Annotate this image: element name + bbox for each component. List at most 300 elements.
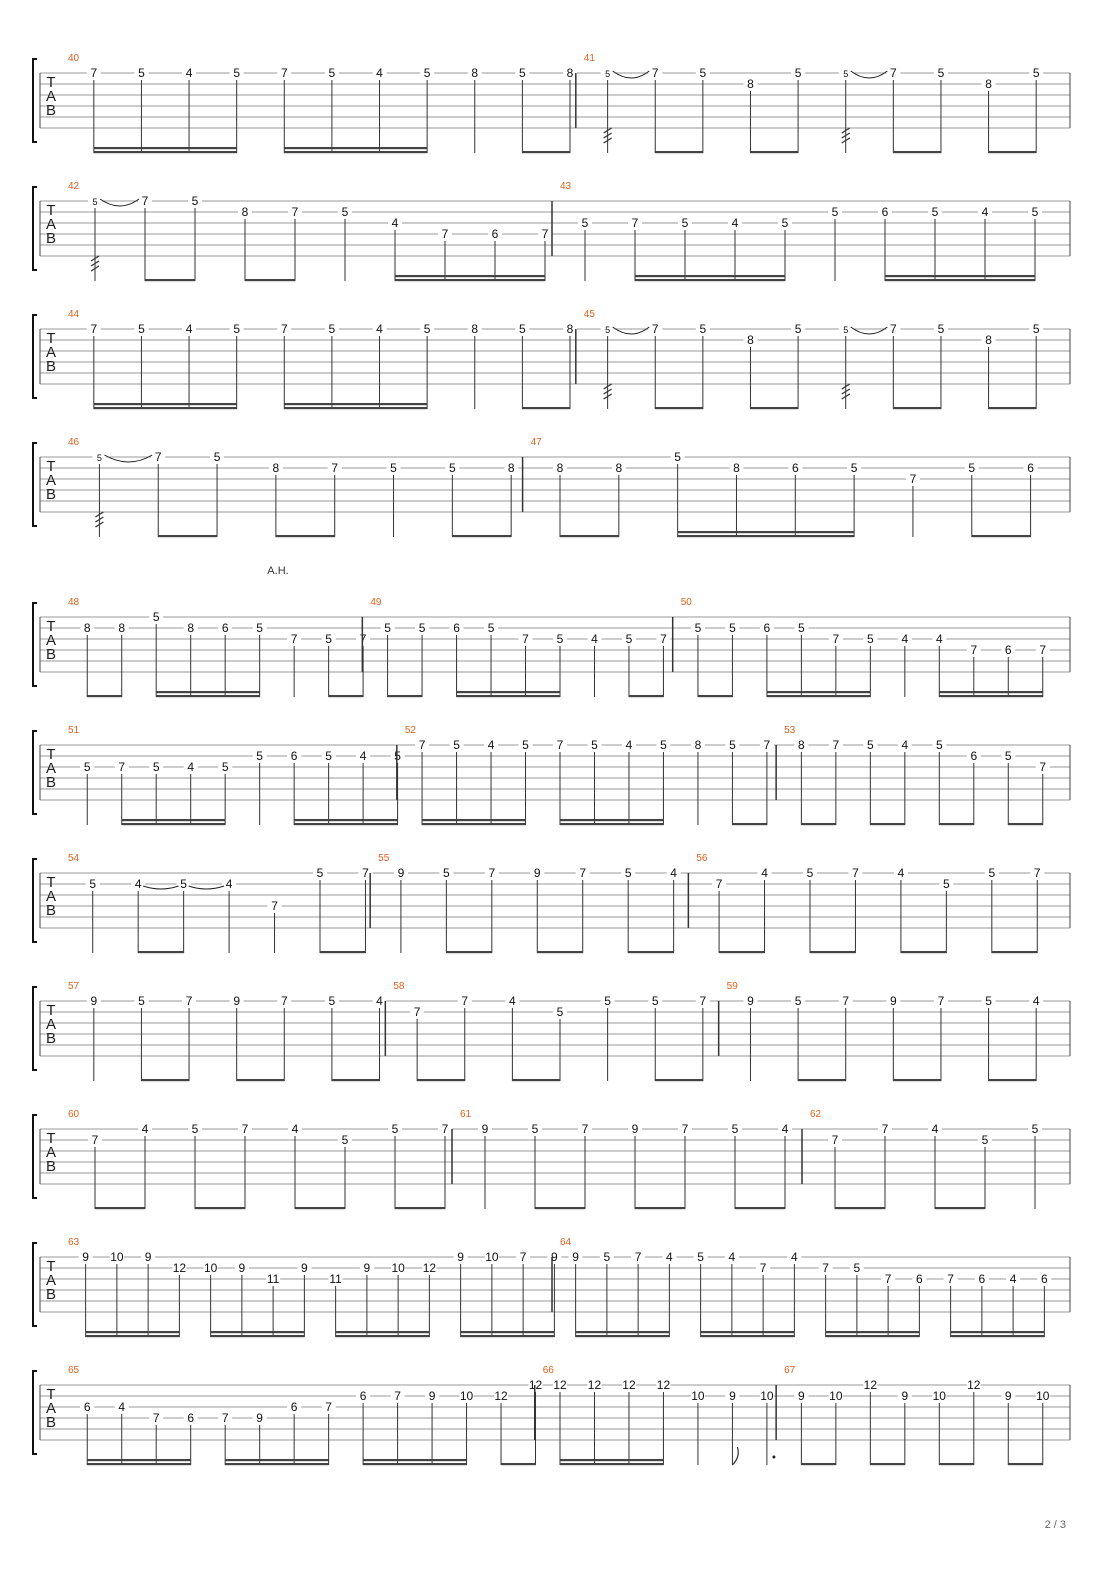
fret-number: 7 xyxy=(699,994,707,1008)
fret-number: 4 xyxy=(731,216,739,230)
beam xyxy=(446,951,491,953)
measure-number: 40 xyxy=(68,53,80,64)
beam xyxy=(94,151,237,153)
beam xyxy=(211,1335,305,1337)
fret-number: 7 xyxy=(651,322,659,336)
fret-number: 4 xyxy=(931,1122,939,1136)
fret-number: 5 xyxy=(985,994,992,1008)
tab-clef-letter: A xyxy=(45,344,57,361)
slur-arc xyxy=(100,199,139,206)
fret-number: 5 xyxy=(325,749,332,763)
tab-clef-letter: T xyxy=(46,618,56,635)
fret-number: 5 xyxy=(138,66,145,80)
fret-number: 5 xyxy=(603,1250,611,1264)
fret-number: 5 xyxy=(328,66,336,80)
fret-number: 7 xyxy=(556,738,564,752)
fret-number: 5 xyxy=(138,322,145,336)
beam xyxy=(284,403,427,405)
fret-number: 7 xyxy=(832,632,840,646)
fret-number: 12 xyxy=(528,1378,543,1392)
fret-number: 12 xyxy=(622,1378,636,1392)
beam xyxy=(655,1079,703,1081)
beam xyxy=(635,1207,685,1209)
fret-number: 5 xyxy=(1032,66,1040,80)
fret-number: 6 xyxy=(453,621,460,635)
beam xyxy=(138,951,183,953)
beam xyxy=(417,1079,465,1081)
beam xyxy=(395,275,545,277)
beam xyxy=(885,279,1035,281)
fret-number: 5 xyxy=(556,1005,564,1019)
fret-number: 7 xyxy=(271,899,278,913)
fret-number: 9 xyxy=(481,1122,489,1136)
fret-number: 8 xyxy=(985,77,992,91)
fret-number: 7 xyxy=(359,632,367,646)
fret-number: 5 xyxy=(487,621,495,635)
fret-number: 5 xyxy=(591,738,598,752)
fret-number: 5 xyxy=(731,1122,739,1136)
fret-number: 5 xyxy=(519,322,526,336)
fret-number: 7 xyxy=(91,1133,99,1147)
tab-clef-letter: B xyxy=(45,774,57,791)
beam xyxy=(719,951,764,953)
fret-number: 7 xyxy=(1033,866,1041,880)
fret-number: 7 xyxy=(947,1272,954,1286)
fret-number: 5 xyxy=(605,69,611,79)
fret-number: 7 xyxy=(889,322,897,336)
fret-number: 7 xyxy=(461,994,469,1008)
tab-clef-letter: T xyxy=(46,74,56,91)
measure-number: 59 xyxy=(726,981,738,992)
beam xyxy=(535,1207,585,1209)
fret-number: 5 xyxy=(794,66,802,80)
fret-number: 9 xyxy=(798,1389,805,1403)
measure-number: 48 xyxy=(68,597,80,608)
tab-clef-letter: B xyxy=(45,1030,57,1047)
fret-number: 7 xyxy=(90,66,98,80)
fret-number: 6 xyxy=(83,1400,91,1414)
fret-number: 8 xyxy=(187,621,195,635)
fret-number: 8 xyxy=(733,461,740,475)
beam xyxy=(939,691,1042,693)
fret-number: 4 xyxy=(761,866,768,880)
beam xyxy=(336,1335,430,1337)
fret-number: 12 xyxy=(494,1389,508,1403)
fret-number: 7 xyxy=(280,66,288,80)
beam xyxy=(885,275,1035,277)
beam xyxy=(522,151,570,153)
fret-number: 6 xyxy=(881,205,889,219)
fret-number: 5 xyxy=(651,994,659,1008)
fret-number: 5 xyxy=(180,877,187,891)
fret-number: 10 xyxy=(110,1250,124,1264)
fret-number: 9 xyxy=(256,1411,263,1425)
fret-number: 9 xyxy=(1004,1389,1012,1403)
fret-number: 4 xyxy=(185,322,193,336)
slide-arc xyxy=(143,886,178,889)
measure-number: 65 xyxy=(68,1365,80,1376)
tab-clef-letter: A xyxy=(45,888,57,905)
measure-number: 47 xyxy=(530,437,542,448)
fret-number: 7 xyxy=(418,738,426,752)
fret-number: 7 xyxy=(889,66,897,80)
fret-number: 7 xyxy=(522,632,529,646)
fret-number: 5 xyxy=(191,194,199,208)
beam xyxy=(284,407,427,409)
measure-number: 57 xyxy=(68,981,80,992)
slur-arc xyxy=(613,71,650,78)
fret-number: 5 xyxy=(988,866,996,880)
measure-number: 45 xyxy=(583,309,595,320)
fret-number: 5 xyxy=(937,322,945,336)
fret-number: 6 xyxy=(1041,1272,1048,1286)
beam xyxy=(560,819,663,821)
fret-number: 4 xyxy=(391,216,399,230)
fret-number: 10 xyxy=(391,1261,405,1275)
fret-number: 8 xyxy=(566,66,574,80)
beam xyxy=(457,691,560,693)
fret-number: 5 xyxy=(699,322,707,336)
fret-number: 5 xyxy=(213,450,221,464)
system-bracket xyxy=(33,443,37,526)
tab-clef-letter: T xyxy=(46,1258,56,1275)
beam xyxy=(939,823,973,825)
beam xyxy=(560,823,663,825)
fret-number: 7 xyxy=(280,322,288,336)
fret-number: 4 xyxy=(376,66,383,80)
fret-number: 5 xyxy=(138,994,145,1008)
fret-number: 5 xyxy=(1032,322,1040,336)
tab-clef-letter: B xyxy=(45,102,57,119)
measure-number: 51 xyxy=(68,725,80,736)
fret-number: 4 xyxy=(359,749,367,763)
fret-number: 4 xyxy=(728,1250,736,1264)
fret-number: 5 xyxy=(152,760,160,774)
fret-number: 7 xyxy=(937,994,945,1008)
fret-number: 12 xyxy=(172,1261,187,1275)
measure-number: 46 xyxy=(68,437,80,448)
fret-number: 7 xyxy=(488,866,496,880)
tab-clef-letter: A xyxy=(45,1400,57,1417)
measure-number: 41 xyxy=(583,53,595,64)
fret-number: 7 xyxy=(831,1133,839,1147)
fret-number: 5 xyxy=(968,461,976,475)
beam xyxy=(522,407,570,409)
fret-number: 4 xyxy=(670,866,677,880)
fret-number: 10 xyxy=(485,1250,499,1264)
fret-number: 5 xyxy=(556,632,564,646)
beam xyxy=(461,1331,555,1333)
beam xyxy=(1008,1463,1042,1465)
beam xyxy=(95,1207,145,1209)
beam xyxy=(901,951,946,953)
fret-number: 11 xyxy=(329,1272,342,1286)
fret-number: 4 xyxy=(118,1400,126,1414)
slide-arc xyxy=(189,886,224,889)
fret-number: 4 xyxy=(901,632,909,646)
beam xyxy=(951,1335,1045,1337)
fret-number: 6 xyxy=(359,1389,367,1403)
fret-number: 5 xyxy=(316,866,324,880)
beam xyxy=(461,1335,555,1337)
beam xyxy=(452,535,511,537)
beam xyxy=(363,1463,466,1465)
fret-number: 8 xyxy=(798,738,805,752)
fret-number: 5 xyxy=(781,216,789,230)
beam xyxy=(501,1463,535,1465)
measure-number: 58 xyxy=(393,981,405,992)
tab-clef-letter: T xyxy=(46,874,56,891)
fret-number: 5 xyxy=(850,461,858,475)
slur-arc xyxy=(851,327,888,334)
fret-number: 5 xyxy=(605,325,611,335)
beam xyxy=(801,1463,835,1465)
system-bracket xyxy=(33,59,37,142)
fret-number: 5 xyxy=(625,632,633,646)
fret-number: 5 xyxy=(531,1122,539,1136)
fret-number: 7 xyxy=(909,472,917,486)
fret-number: 10 xyxy=(203,1261,218,1275)
fret-number: 5 xyxy=(191,1122,199,1136)
fret-number: 8 xyxy=(985,333,992,347)
fret-number: 4 xyxy=(591,632,598,646)
tab-clef-letter: T xyxy=(46,202,56,219)
beam xyxy=(87,1463,190,1465)
fret-number: 5 xyxy=(681,216,689,230)
fret-number: 7 xyxy=(141,194,149,208)
beam xyxy=(655,407,703,409)
beam xyxy=(457,695,560,697)
fret-number: 10 xyxy=(932,1389,946,1403)
tab-clef-letter: B xyxy=(45,646,57,663)
slur-arc xyxy=(613,327,650,334)
beam xyxy=(145,279,195,281)
slur-arc xyxy=(851,71,888,78)
fret-number: 9 xyxy=(729,1389,736,1403)
fret-number: 7 xyxy=(221,1411,229,1425)
beam xyxy=(276,535,335,537)
fret-number: 5 xyxy=(390,461,397,475)
beam xyxy=(94,403,237,405)
fret-number: 9 xyxy=(901,1389,909,1403)
beam xyxy=(629,695,663,697)
beam xyxy=(156,691,259,693)
fret-number: 7 xyxy=(884,1272,892,1286)
fret-number: 7 xyxy=(681,1122,689,1136)
page-number: 2 / 3 xyxy=(1044,1519,1066,1531)
fret-number: 5 xyxy=(697,1250,704,1264)
fret-number: 5 xyxy=(794,994,802,1008)
measure-number: 67 xyxy=(784,1365,796,1376)
beam xyxy=(972,535,1031,537)
fret-number: 5 xyxy=(867,632,874,646)
fret-number: 7 xyxy=(152,1411,160,1425)
fret-number: 5 xyxy=(384,621,391,635)
system-bracket xyxy=(33,859,37,942)
fret-number: 5 xyxy=(256,749,263,763)
fret-number: 7 xyxy=(291,205,299,219)
fret-number: 5 xyxy=(83,760,91,774)
fret-number: 8 xyxy=(83,621,91,635)
measure-number: 63 xyxy=(68,1237,80,1248)
beam xyxy=(225,1459,328,1461)
fret-number: 5 xyxy=(325,632,332,646)
fret-number: 7 xyxy=(842,994,850,1008)
beam xyxy=(870,823,904,825)
fret-number: 5 xyxy=(729,738,736,752)
beam xyxy=(329,695,363,697)
fret-number: 7 xyxy=(325,1400,332,1414)
fret-number: 9 xyxy=(457,1250,464,1264)
fret-number: 8 xyxy=(241,205,249,219)
beam xyxy=(122,819,225,821)
fret-number: 7 xyxy=(413,1005,421,1019)
fret-number: 5 xyxy=(674,450,681,464)
fret-number: 5 xyxy=(867,738,874,752)
tab-clef-letter: A xyxy=(45,760,57,777)
beam xyxy=(512,1079,560,1081)
fret-number: 7 xyxy=(660,632,667,646)
beam xyxy=(94,407,237,409)
fret-number: 4 xyxy=(487,738,495,752)
tab-clef-letter: B xyxy=(45,486,57,503)
fret-number: 4 xyxy=(141,1122,149,1136)
fret-number: 5 xyxy=(96,453,102,463)
fret-number: 7 xyxy=(1039,643,1047,657)
fret-number: 7 xyxy=(290,632,298,646)
beam xyxy=(422,819,525,821)
beam xyxy=(701,1335,795,1337)
beam xyxy=(576,1335,670,1337)
fret-number: 5 xyxy=(328,322,336,336)
beam xyxy=(732,823,766,825)
beam xyxy=(422,823,525,825)
fret-number: 9 xyxy=(301,1261,308,1275)
fret-number: 5 xyxy=(152,610,160,624)
fret-number: 4 xyxy=(509,994,516,1008)
tab-clef-letter: A xyxy=(45,216,57,233)
fret-number: 9 xyxy=(889,994,897,1008)
fret-number: 5 xyxy=(256,621,263,635)
beam xyxy=(576,1331,670,1333)
fret-number: 5 xyxy=(341,1133,349,1147)
fret-number: 7 xyxy=(759,1261,767,1275)
fret-number: 9 xyxy=(631,1122,639,1136)
beam xyxy=(336,1331,430,1333)
fret-number: 4 xyxy=(666,1250,673,1264)
measure-number: 53 xyxy=(784,725,796,736)
fret-number: 12 xyxy=(422,1261,437,1275)
fret-number: 9 xyxy=(363,1261,371,1275)
fret-number: 7 xyxy=(394,1389,401,1403)
fret-number: 4 xyxy=(291,1122,299,1136)
beam xyxy=(801,823,835,825)
fret-number: 7 xyxy=(241,1122,249,1136)
fret-number: 6 xyxy=(916,1272,923,1286)
tab-clef-letter: T xyxy=(46,330,56,347)
beam xyxy=(245,279,295,281)
measure-number: 43 xyxy=(560,181,572,192)
beam xyxy=(225,1463,328,1465)
fret-number: 7 xyxy=(822,1261,829,1275)
beam xyxy=(388,695,422,697)
tab-clef-letter: A xyxy=(45,88,57,105)
measure-number: 56 xyxy=(696,853,708,864)
beam xyxy=(86,1335,180,1337)
tab-clef-letter: A xyxy=(45,1144,57,1161)
fret-number: 7 xyxy=(715,877,723,891)
beam xyxy=(767,691,870,693)
fret-number: 12 xyxy=(656,1378,671,1392)
beam xyxy=(935,1207,985,1209)
tab-clef-letter: A xyxy=(45,1272,57,1289)
measure-number: 50 xyxy=(680,597,692,608)
beam xyxy=(951,1331,1045,1333)
beam xyxy=(122,823,225,825)
tab-clef-letter: T xyxy=(46,1130,56,1147)
fret-number: 7 xyxy=(763,738,771,752)
fret-number: 5 xyxy=(443,866,450,880)
tab-clef-letter: A xyxy=(45,472,57,489)
fret-number: 7 xyxy=(832,738,840,752)
fret-number: 4 xyxy=(935,632,943,646)
fret-number: 7 xyxy=(90,322,98,336)
fret-number: 5 xyxy=(449,461,456,475)
fret-number: 8 xyxy=(272,461,280,475)
beam xyxy=(939,1463,973,1465)
fret-number: 4 xyxy=(625,738,633,752)
system-bracket xyxy=(33,731,37,814)
fret-number: 5 xyxy=(423,322,431,336)
beam xyxy=(735,1207,785,1209)
fret-number: 5 xyxy=(937,66,945,80)
fret-number: 8 xyxy=(507,461,515,475)
fret-number: 5 xyxy=(1031,205,1039,219)
beam xyxy=(826,1331,920,1333)
fret-number: 8 xyxy=(471,322,479,336)
measure-number: 49 xyxy=(370,597,382,608)
fret-number: 8 xyxy=(747,77,754,91)
fret-number: 8 xyxy=(556,461,564,475)
fret-number: 7 xyxy=(441,1122,449,1136)
beam xyxy=(86,1331,180,1333)
beam xyxy=(560,1459,663,1461)
fret-number: 7 xyxy=(519,1250,527,1264)
fret-number: 5 xyxy=(89,877,97,891)
duration-dot xyxy=(772,1456,775,1459)
beam xyxy=(320,951,365,953)
fret-number: 5 xyxy=(935,738,943,752)
fret-number: 10 xyxy=(829,1389,843,1403)
fret-number: 9 xyxy=(238,1261,246,1275)
fret-number: 6 xyxy=(187,1411,195,1425)
system-bracket xyxy=(33,987,37,1070)
beam xyxy=(635,279,785,281)
beam xyxy=(701,1331,795,1333)
fret-number: 9 xyxy=(82,1250,89,1264)
fret-number: 5 xyxy=(981,1133,989,1147)
tab-clef-letter: T xyxy=(46,1002,56,1019)
fret-number: 4 xyxy=(134,877,142,891)
fret-number: 6 xyxy=(491,227,499,241)
beam xyxy=(560,535,619,537)
beam xyxy=(810,951,855,953)
fret-number: 7 xyxy=(280,994,288,1008)
fret-number: 6 xyxy=(791,461,799,475)
fret-number: 5 xyxy=(604,994,611,1008)
fret-number: 5 xyxy=(729,621,736,635)
beam xyxy=(156,695,259,697)
